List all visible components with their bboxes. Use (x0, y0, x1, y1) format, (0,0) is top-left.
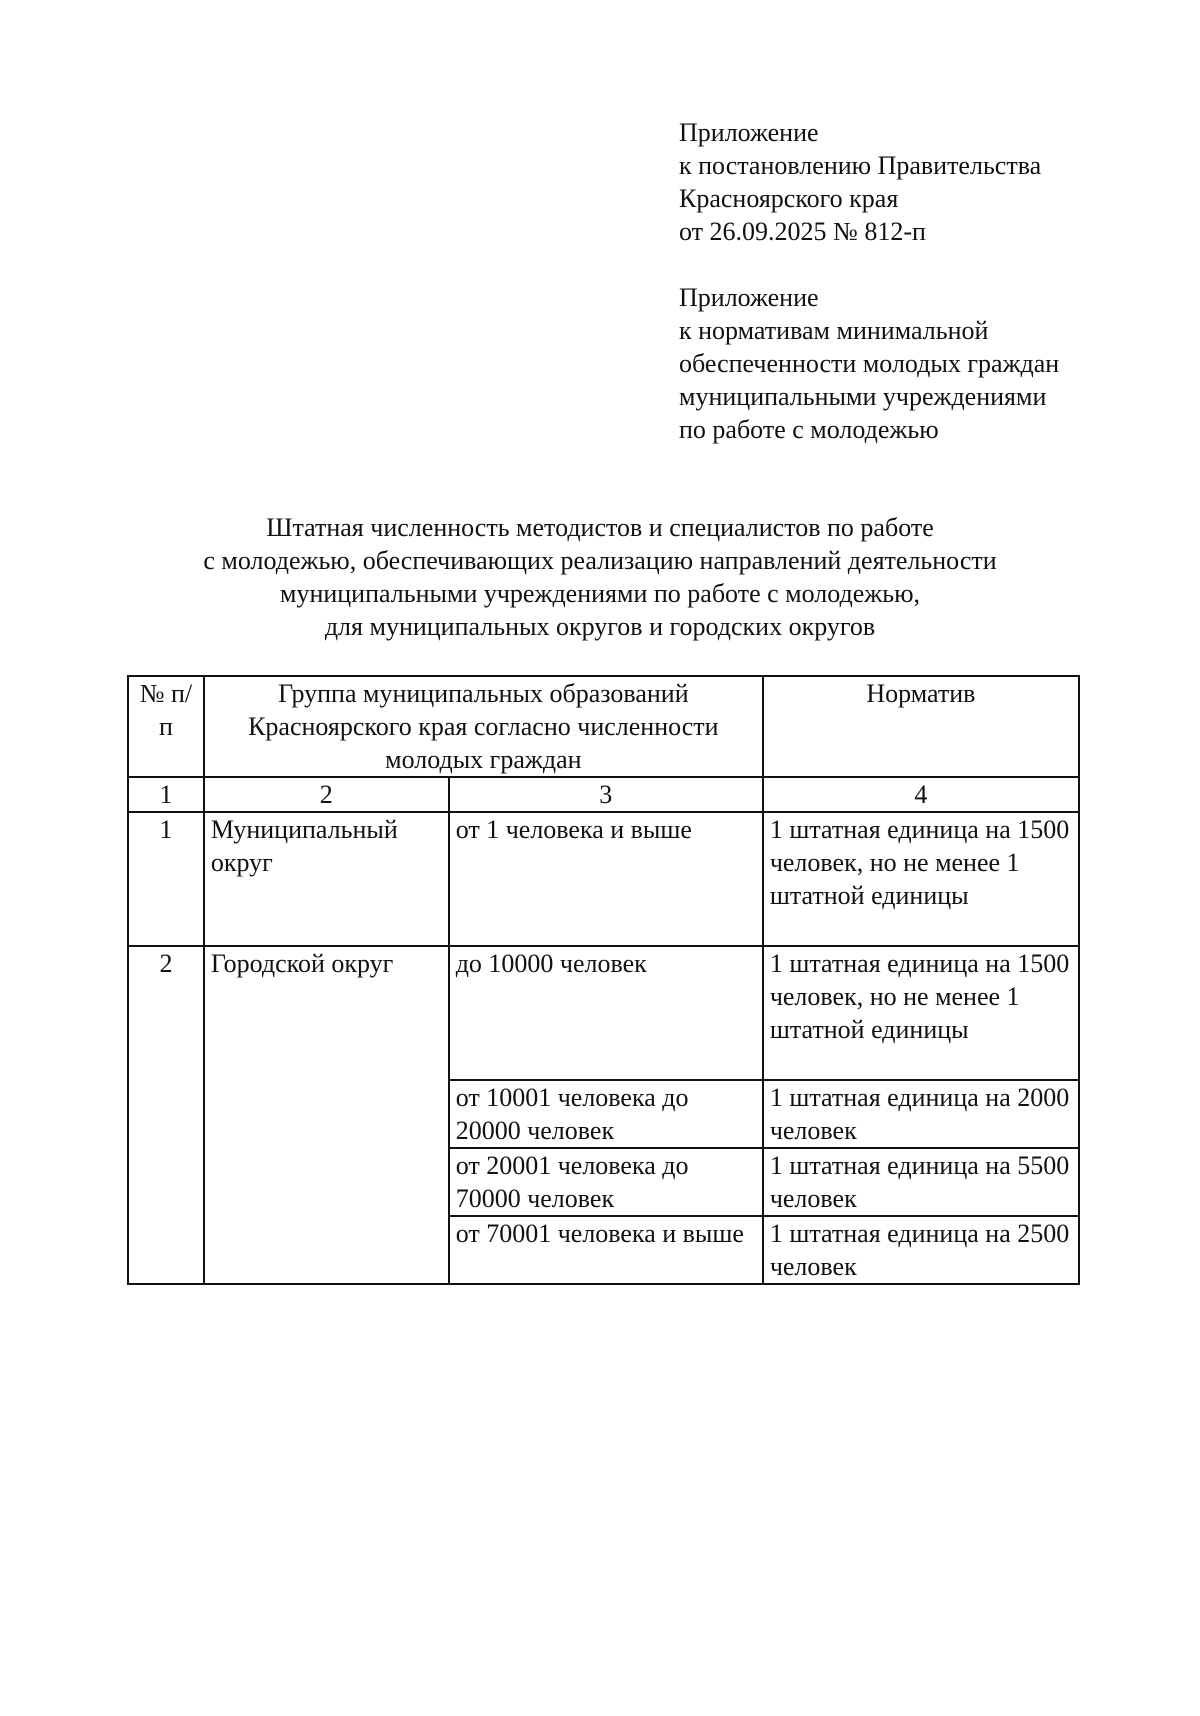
row-range: от 20001 человека до 70000 человек (449, 1148, 763, 1216)
row-norm: 1 штатная единица на 5500 человек (763, 1148, 1079, 1216)
row-norm: 1 штатная единица на 2500 человек (763, 1216, 1079, 1284)
title-line: для муниципальных округов и городских округов (324, 612, 876, 641)
appendix-line: обеспеченности молодых граждан (679, 349, 1060, 378)
column-index: 3 (449, 777, 763, 812)
column-index: 4 (763, 777, 1079, 812)
staffing-norms-table (127, 675, 1080, 1285)
row-range: от 10001 человека до 20000 человек (449, 1080, 763, 1148)
title-line: Штатная численность методистов и специалистов по работе (266, 513, 934, 542)
row-range: от 70001 человека и выше (449, 1216, 763, 1284)
row-norm: 1 штатная единица на 1500 человек, но не менее 1 штатной единицы (763, 946, 1079, 1080)
row-norm: 1 штатная единица на 1500 человек, но не менее 1 штатной единицы (763, 812, 1079, 946)
title-line: муниципальными учреждениями по работе с молодежью, (279, 579, 920, 608)
row-num: 1 (128, 812, 204, 946)
appendix-line: Приложение (679, 118, 819, 147)
row-group: Городской округ (204, 946, 449, 1284)
appendix-line: к постановлению Правительства (679, 151, 1042, 180)
appendix-line: по работе с молодежью (679, 415, 939, 444)
row-range: от 1 человека и выше (449, 812, 763, 946)
row-num: 2 (128, 946, 204, 1284)
row-range: до 10000 человек (449, 946, 763, 1080)
column-index-row (128, 777, 1079, 812)
table-header-row (128, 676, 1079, 777)
appendix-line: Красноярского края (679, 184, 899, 213)
header-norm: Норматив (763, 676, 1079, 777)
appendix-line: к нормативам минимальной (679, 316, 989, 345)
title-line: с молодежью, обеспечивающих реализацию направлений деятельности (203, 546, 997, 575)
table-row (128, 812, 1079, 946)
column-index: 2 (204, 777, 449, 812)
document-title (0, 511, 1200, 643)
column-index: 1 (128, 777, 204, 812)
header-num: № п/п (128, 676, 204, 777)
row-group: Муниципальный округ (204, 812, 449, 946)
appendix-to-norms (679, 281, 1059, 446)
appendix-to-resolution (679, 116, 1041, 248)
appendix-line: Приложение (679, 283, 819, 312)
appendix-line: муниципальными учреждениями (679, 382, 1047, 411)
header-group: Группа муниципальных образований Красноярского края согласно численности молодых граждан (204, 676, 763, 777)
table-row (128, 946, 1079, 1080)
appendix-line: от 26.09.2025 № 812-п (679, 217, 926, 246)
row-norm: 1 штатная единица на 2000 человек (763, 1080, 1079, 1148)
